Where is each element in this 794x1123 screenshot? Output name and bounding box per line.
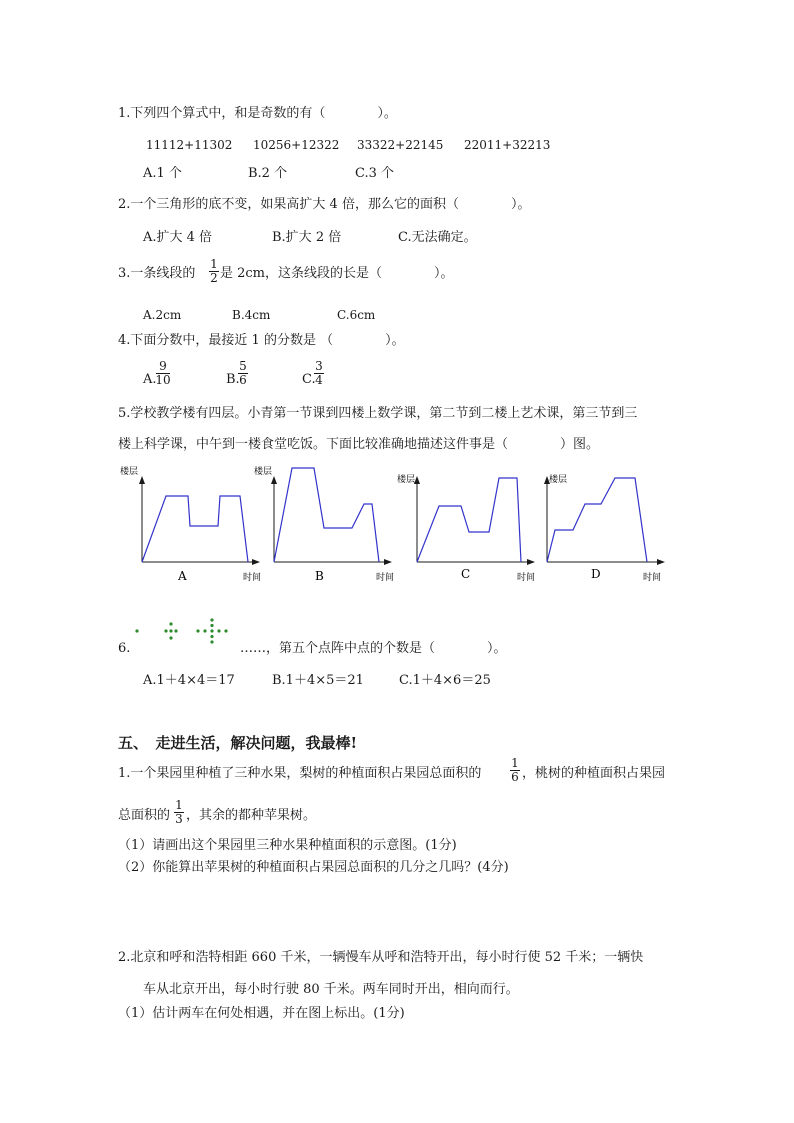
q4-b-num: 5 [239,359,247,373]
q4-option-c-label: C. [302,372,316,387]
q3-option-b: B.4cm [232,308,271,322]
q1-option-a: A.1 个 [143,166,182,181]
y-axis-label: 楼层 [549,475,568,485]
q1-stem: 1.下列四个算式中，和是奇数的有（ ）。 [118,106,397,121]
q4-option-b-fraction [237,360,249,387]
q3-option-c: C.6cm [337,308,376,322]
q4-stem: 4.下面分数中，最接近 1 的分数是 （ ）。 [118,333,405,348]
p2-sub-1: （1）估计两车在何处相遇，并在图上标出。(1分) [118,1006,405,1021]
graph-b [252,462,402,587]
dot-pattern-sequence-icon [128,618,238,648]
q6-option-a: A.1＋4×4＝17 [143,673,235,688]
q3-frac-den: 2 [210,271,218,285]
q2-option-a: A.扩大 4 倍 [143,230,213,245]
q2-stem: 2.一个三角形的底不变，如果高扩大 4 倍，那么它的面积（ ）。 [118,197,531,212]
p1-line-2b: ，其余的都种苹果树。 [186,808,317,823]
x-axis-label: 时间 [376,573,395,583]
q1-expr-4: 22011+32213 [464,138,551,152]
p2-line-1: 2.北京和呼和浩特相距 660 千米，一辆慢车从呼和浩特开出，每小时行使 52 千米；一辆快 [118,950,644,965]
p1-f2-num: 1 [175,798,183,812]
graph-b-label: B [315,569,324,583]
q5-line-2: 楼上科学课，中午到一楼食堂吃饭。下面比较准确地描述这件事是（ ）图。 [118,437,600,452]
q1-option-c: C.3 个 [355,166,395,181]
p1-line-1a: 1.一个果园里种植了三种水果，梨树的种植面积占果园总面积的 [118,766,482,781]
p1-line-1b: ，桃树的种植面积占果园 [522,766,666,781]
q4-a-den: 10 [155,373,171,387]
q3-prefix: 3.一条线段的 [118,266,196,281]
p1-f1-den: 6 [511,770,519,784]
graph-c [395,462,545,587]
x-axis-label: 时间 [243,573,262,583]
q6-stem: ……，第五个点阵中点的个数是（ ）。 [240,641,507,656]
y-axis-label: 楼层 [120,467,139,477]
p2-line-2: 车从北京开出，每小时行驶 80 千米。两车同时开出，相向而行。 [143,982,519,997]
p1-fraction-1 [509,757,521,784]
q6-prefix: 6. [118,641,131,656]
q6-option-c: C.1＋4×6＝25 [399,673,491,688]
p1-fraction-2 [173,799,185,826]
graph-c-label: C [461,567,471,581]
graph-d-label: D [591,567,601,581]
p1-sub-2: （2）你能算出苹果树的种植面积占果园总面积的几分之几吗？(4分) [118,860,509,875]
section-5-title: 五、 走进生活，解决问题，我最棒! [118,734,358,752]
graph-d [525,462,675,587]
p1-f1-num: 1 [511,756,519,770]
p1-sub-1: （1）请画出这个果园里三种水果种植面积的示意图。(1分) [118,838,457,853]
q4-option-a-label: A. [143,372,157,387]
x-axis-label: 时间 [517,573,536,583]
q4-c-num: 3 [315,359,323,373]
p1-line-2a: 总面积的 [118,808,171,823]
y-axis-label: 楼层 [254,467,273,477]
q4-c-den: 4 [315,373,323,387]
q3-option-a: A.2cm [143,308,182,322]
q5-line-1: 5.学校教学楼有四层。小青第一节课到四楼上数学课，第二节到二楼上艺术课，第三节到三 [118,406,638,421]
q3-frac-num: 1 [210,257,218,271]
q6-option-b: B.1＋4×5＝21 [272,673,364,688]
q4-option-c-fraction [313,360,325,387]
q4-a-num: 9 [159,359,167,373]
q4-option-b-label: B. [226,372,240,387]
q2-option-b: B.扩大 2 倍 [272,230,342,245]
q1-option-b: B.2 个 [248,166,288,181]
p1-f2-den: 3 [175,812,183,826]
q4-option-a-fraction [155,360,171,387]
q3-suffix: 是 2cm，这条线段的长是（ ）。 [220,266,454,281]
q1-expr-2: 10256+12322 [253,138,340,152]
x-axis-label: 时间 [643,573,662,583]
q3-fraction [208,258,220,285]
q2-option-c: C.无法确定。 [398,230,477,245]
y-axis-label: 楼层 [397,475,416,485]
q4-b-den: 6 [239,373,247,387]
q1-expr-3: 33322+22145 [357,138,444,152]
graph-a-label: A [178,569,187,583]
graph-a [120,462,273,587]
q1-expr-1: 11112+11302 [146,138,233,152]
